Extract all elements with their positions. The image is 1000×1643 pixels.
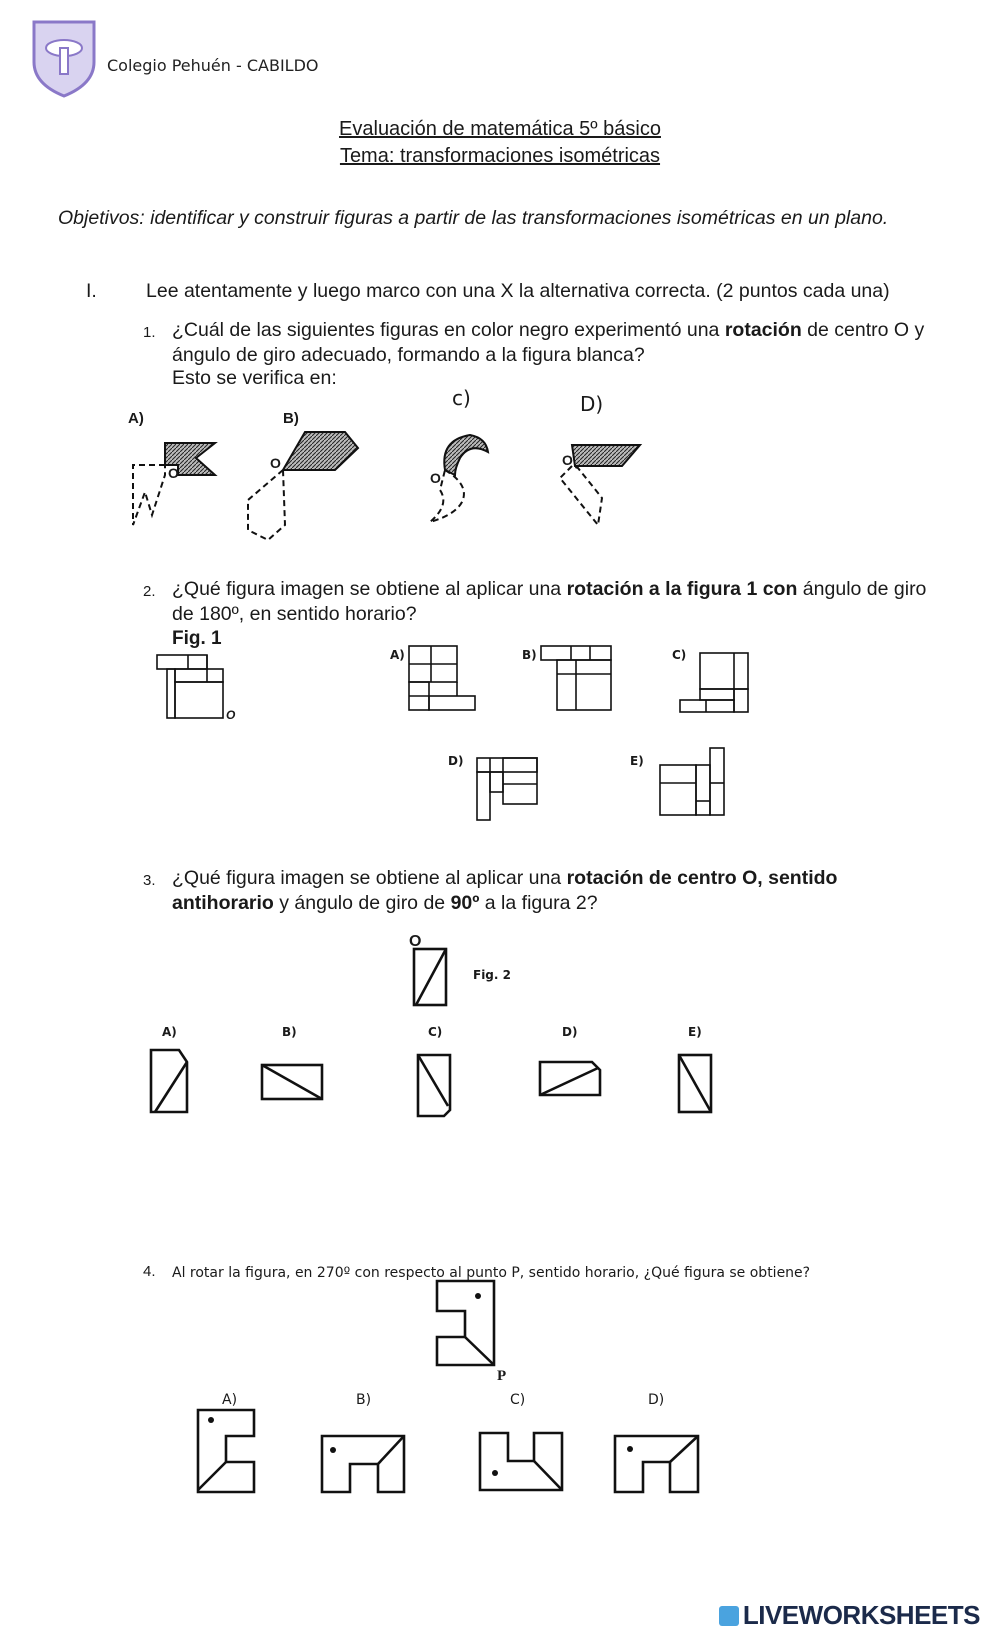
q1-center-c: O <box>430 470 441 486</box>
q1-center-b: O <box>270 455 281 471</box>
q2-center: O <box>226 708 236 722</box>
q4-b-dot <box>330 1447 336 1453</box>
q1-option-d[interactable]: D) <box>580 392 604 416</box>
q4-original-dot <box>475 1293 481 1299</box>
q4-c-figure <box>480 1433 562 1490</box>
q2-option-a[interactable]: A) <box>390 648 405 662</box>
q2-fig-label: Fig. 1 <box>172 628 222 649</box>
q3-option-c[interactable]: C) <box>428 1025 443 1039</box>
q1-number: 1. <box>143 324 156 341</box>
q3-text: ¿Qué figura imagen se obtiene al aplicar una rotación de centro O, sentido antihorario y ángulo de giro de 90º a la figura 2? <box>172 867 838 914</box>
q2-option-b[interactable]: B) <box>522 648 537 662</box>
q2-option-e[interactable]: E) <box>630 754 644 768</box>
q4-option-d[interactable]: D) <box>648 1392 665 1408</box>
q4-a-dot <box>208 1417 214 1423</box>
q4-d-figure <box>615 1436 698 1492</box>
q2-option-d[interactable]: D) <box>448 754 464 768</box>
school-name: Colegio Pehuén - CABILDO <box>107 56 319 75</box>
q4-c-dot <box>492 1470 498 1476</box>
q2-number: 2. <box>143 583 156 600</box>
section-instruction: Lee atentamente y luego marco con una X la alternativa correcta. (2 puntos cada una) <box>146 280 890 302</box>
q1-text: ¿Cuál de las siguientes figuras en color negro experimentó una rotación de centro O y ángulo de giro adecuado, formando a la figura blanca? <box>172 319 925 366</box>
objective: Objetivos: identificar y construir figuras a partir de las transformaciones isométricas en un plano. <box>58 207 889 229</box>
q1-option-c[interactable]: c) <box>452 386 471 410</box>
brand-icon <box>719 1606 739 1626</box>
q1-option-a[interactable]: A) <box>128 410 144 427</box>
q3-option-a[interactable]: A) <box>162 1025 177 1039</box>
q4-text: Al rotar la figura, en 270º con respecto al punto P, sentido horario, ¿Qué figura se obtiene? <box>172 1265 811 1281</box>
q4-a-figure <box>198 1410 254 1492</box>
q2-text: ¿Qué figura imagen se obtiene al aplicar una rotación a la figura 1 con ángulo de giro de 180º, en sentido horario? <box>172 578 927 625</box>
section-number: I. <box>86 280 97 302</box>
q4-b-figure <box>322 1436 404 1492</box>
q4-point: P <box>497 1368 507 1384</box>
q1-center-d: O <box>562 452 573 468</box>
q1-option-b[interactable]: B) <box>283 410 299 427</box>
brand-logo: LIVEWORKSHEETS <box>719 1600 980 1631</box>
q3-center: O <box>409 933 422 950</box>
q4-number: 4. <box>143 1263 156 1280</box>
q3-option-b[interactable]: B) <box>282 1025 297 1039</box>
q1-line3: Esto se verifica en: <box>172 367 337 389</box>
page-subtitle: Tema: transformaciones isométricas <box>339 145 661 167</box>
q4-original-figure <box>437 1281 494 1365</box>
q4-option-a[interactable]: A) <box>222 1392 238 1408</box>
q4-d-dot <box>627 1446 633 1452</box>
q3-number: 3. <box>143 872 156 889</box>
q3-option-e[interactable]: E) <box>688 1025 702 1039</box>
page-title: Evaluación de matemática 5º básico <box>339 118 661 140</box>
q4-option-b[interactable]: B) <box>356 1392 372 1408</box>
q3-fig-label: Fig. 2 <box>473 968 511 982</box>
q1-center-a: O <box>168 465 179 481</box>
q2-option-c[interactable]: C) <box>672 648 687 662</box>
q3-option-d[interactable]: D) <box>562 1025 578 1039</box>
q4-option-c[interactable]: C) <box>510 1392 526 1408</box>
